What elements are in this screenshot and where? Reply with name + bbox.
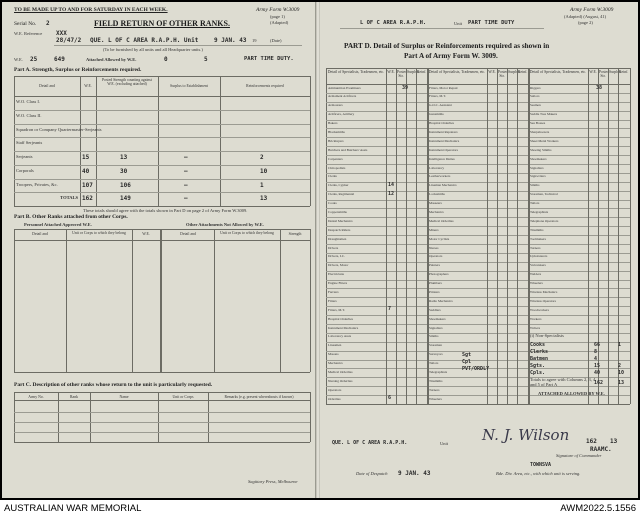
totals-we: 162: [594, 380, 604, 386]
form-title: FIELD RETURN OF OTHER RANKS.: [94, 19, 230, 28]
accession-number: AWM2022.5.1556: [560, 503, 636, 514]
part-a-reinf-cell: 10: [260, 167, 268, 175]
part-a-posted-cell: 30: [120, 167, 128, 175]
part-d-row-label: Mechanics: [328, 361, 343, 366]
right-unit-label: Unit: [454, 21, 463, 26]
part-d-col-head: Reinf.: [417, 70, 427, 74]
totals-reinf: 13: [618, 380, 625, 386]
part-a-posted-cell: 149: [120, 195, 131, 203]
part-d-col-head: Reinf.: [619, 70, 629, 74]
non-spec-posted: 10: [618, 369, 625, 376]
part-d-row-label: Smiths: [429, 334, 439, 339]
part-d-row-label: Operators: [429, 254, 443, 259]
part-d-row-label: Armourers: [328, 103, 343, 108]
non-spec-posted: 2: [618, 362, 622, 369]
part-d-row-label: Instrument Repairers: [429, 129, 458, 134]
non-spec-we: 15: [594, 362, 601, 369]
division-value: TOWNSVA: [530, 462, 552, 468]
part-c-title: Part C. Description of other ranks whose return to the unit is particularly requested.: [14, 382, 213, 388]
part-d-row-label: Radio Mechanics: [429, 298, 453, 303]
part-d-col-head: Detail of Specialists, Tradesmen, etc.: [327, 70, 385, 74]
part-c-col-rank: Rank: [69, 395, 78, 399]
part-d-row-label: Engine Fitters: [328, 281, 348, 286]
part-d-row-label: Drivers, Motor: [328, 263, 349, 268]
part-d-row-label: Fitters, M.T.: [328, 307, 345, 312]
part-d-row-label: Lineman Mechanics: [429, 183, 457, 188]
part-d-row-label: Drivers: [328, 245, 339, 250]
part-d-row-label: G.O.C. Assistant: [429, 103, 452, 108]
part-d-row-label: Sharpshooters: [530, 129, 550, 134]
serial-label: Serial No.: [14, 21, 37, 27]
part-a-row-label: W.O. Class I.: [16, 99, 40, 104]
part-d-col-head: Detail of Specialists, Tradesmen, etc.: [529, 70, 587, 74]
part-d-col-head: W.E.: [589, 70, 597, 74]
part-time-stamp: PART TIME DUTY.: [244, 56, 294, 62]
part-a-row-label: Staff Serjeants: [16, 140, 43, 146]
part-d-row-label: Seamen: [530, 103, 541, 108]
part-c-col-name: Name: [119, 395, 129, 399]
part-d-col-head: Posted Str.: [397, 70, 408, 78]
part-d-row-label: Wheelers: [530, 281, 543, 286]
part-d-row-label: Woodworkers: [530, 307, 549, 312]
part-a-surplus-cell: —: [184, 181, 188, 189]
part-a-we-cell: 107: [82, 181, 93, 189]
part-d-row-label: Shoemakers: [530, 156, 547, 161]
part-d-row-label: Carpenters: [328, 156, 343, 161]
part-d-we-value: 7: [388, 306, 392, 313]
part-d-row-label: Clerks, Regimental: [328, 192, 355, 197]
part-d-row-label: Fitters, Motor Repair: [429, 85, 458, 90]
part-d-we-total-b: 38: [596, 85, 603, 91]
part-a-surplus-cell: —: [184, 167, 188, 175]
part-a-col-posted: Posted Strength counting against W.E. (excluding attached): [102, 78, 152, 86]
non-spec-we: 4: [594, 355, 598, 362]
part-d-row-label: Miners: [429, 227, 439, 232]
part-c-col-armyno: Army No.: [28, 395, 44, 399]
part-d-col-head: Surplus: [508, 70, 520, 74]
part-d-row-label: Linesmen: [328, 343, 342, 348]
part-d-row-label: Laboratory Assts: [328, 334, 352, 339]
part-d-row-label: Masseurs: [429, 201, 442, 206]
part-d-row-label: Tailors: [530, 201, 540, 206]
form-ref-right: Army Form W.3009: [570, 7, 614, 13]
non-spec-we: 8: [594, 348, 598, 355]
part-d-row-label: Telegraphists: [429, 369, 448, 374]
rank-code: PVT/ORDLY: [462, 365, 490, 372]
non-spec-label: Sgts.: [530, 362, 546, 369]
part-c-col-remarks: Remarks (e.g. present whereabouts if known): [224, 395, 294, 399]
attached-allowed-label: ATTACHED ALLOWED BY W.E.: [538, 391, 605, 396]
part-d-row-label: Clerks: [328, 174, 337, 179]
part-d-row-label: Saddlers: [429, 307, 441, 312]
division-label: Bde. Div. Area, etc., with which unit is serving.: [496, 471, 581, 476]
part-a-row-label: TOTALS: [60, 195, 78, 201]
form-page-right: (page 2): [578, 20, 593, 25]
part-d-col-head: Surplus: [407, 70, 419, 74]
part-d-row-label: Welders: [530, 272, 542, 277]
part-d-row-label: Tinsmiths: [530, 227, 544, 232]
part-d-row-label: Signallers: [429, 325, 443, 330]
part-d-col-head: Detail of Specialists, Tradesmen, etc.: [428, 70, 486, 74]
non-specialists-label: (i) Non-Specialists: [530, 332, 564, 338]
part-d-row-label: Motor Cyclists: [429, 236, 450, 241]
institution-name: AUSTRALIAN WAR MEMORIAL: [4, 503, 142, 514]
part-d-row-label: Plumbers: [429, 281, 442, 286]
part-b-col-unit-2: Unit or Corps to which they belong: [220, 231, 274, 235]
part-d-row-label: Instrument Operators: [429, 147, 458, 152]
part-d-row-label: Tailors: [429, 361, 439, 366]
non-spec-label: Batmen: [530, 355, 549, 362]
form-page-2: [320, 2, 636, 498]
part-d-row-label: Surveyors: [429, 352, 443, 357]
part-d-col-head: W.E.: [488, 70, 496, 74]
we2-label: W.E.: [14, 57, 23, 62]
part-d-row-label: Gunsmiths: [429, 112, 444, 117]
bottom-unit-label: Unit: [440, 441, 449, 446]
part-d-row-label: Smiths: [530, 183, 540, 188]
part-a-title: Part A. Strength, Surplus or Reinforcements required.: [14, 67, 142, 73]
rank-code: Sgt: [462, 351, 472, 358]
despatch-label: Date of Despatch: [356, 471, 388, 476]
part-d-row-label: Sailors: [530, 94, 540, 99]
part-a-reinf-cell: 13: [260, 195, 268, 203]
we2-value: 25: [30, 56, 38, 63]
part-d-row-label: Mechanics: [429, 209, 444, 214]
bottom-totals: 162: [586, 438, 597, 445]
part-d-row-label: Nurses: [429, 245, 439, 250]
part-d-row-label: Hospital Orderlies: [429, 121, 454, 126]
part-b-col-detail: Detail and: [32, 232, 48, 236]
part-d-row-label: Painters: [429, 263, 440, 268]
part-d-row-label: Bricklayers: [328, 138, 344, 143]
attached-label: Attached Allowed by W.E.: [86, 57, 137, 62]
part-d-row-label: Laboratory: [429, 165, 445, 170]
part-a-we-cell: 40: [82, 167, 90, 175]
part-d-row-label: Instrument Mechanics: [429, 138, 460, 143]
part-d-row-label: Sheet Metal Workers: [530, 138, 559, 143]
part-d-row-label: Saddle Tree Makers: [530, 112, 558, 117]
part-d-row-label: Blacksmiths: [328, 129, 345, 134]
bottom-unit-value: QUE. L OF C AREA R.A.P.H.: [332, 440, 408, 446]
part-a-note: These totals should agree with the totals shown in Part D on page 2 of Army Form W.3009.: [83, 208, 248, 213]
part-d-col-head: Reinf.: [518, 70, 528, 74]
form-instruction: TO BE MADE UP TO AND FOR SATURDAY IN EACH WEEK.: [14, 7, 168, 13]
totals-label: Totals to agree with Columns 2, 3, 4, and 5 of Part A: [530, 377, 597, 387]
part-d-we-value: 14: [388, 181, 395, 188]
part-a-col-we: W.E.: [84, 84, 92, 88]
part-d-row-label: Riggers: [530, 85, 541, 90]
rank-code: Cpl: [462, 358, 472, 365]
part-b-col-unit: Unit or Corps to which they belong: [72, 231, 126, 235]
part-d-row-label: Chiropodists: [328, 165, 346, 170]
form-adapted-right: (Adapted) (August, 41): [564, 14, 607, 19]
part-d-row-label: Tinsmiths: [429, 378, 443, 383]
attached-value-1: 0: [164, 56, 168, 63]
despatch-value: 9 JAN. 43: [398, 470, 431, 477]
part-d-col-head: Surplus: [609, 70, 621, 74]
part-d-row-label: Medical Orderlies: [429, 218, 454, 223]
document-scan: [2, 2, 638, 498]
part-d-row-label: Fitters, M.T.: [429, 94, 446, 99]
part-d-row-label: Drivers, I.C.: [328, 254, 345, 259]
right-stamp: PART TIME DUTY: [468, 20, 515, 26]
part-d-we-total-a: 39: [402, 85, 409, 91]
part-d-row-label: Turners: [429, 387, 440, 392]
form-page-number: (page 1): [270, 14, 285, 19]
part-a-col-reinf: Reinforcements required: [246, 84, 284, 88]
part-d-col-head: Posted Str.: [498, 70, 509, 78]
part-a-row-label: Serjeants: [16, 154, 33, 159]
part-d-row-label: Orderlies: [328, 396, 341, 401]
non-spec-label: Cooks: [530, 341, 546, 348]
part-b-title: Part B. Other Ranks attached from other Corps.: [14, 214, 128, 220]
right-unit-value: L OF C AREA R.A.P.H.: [360, 20, 427, 26]
part-d-row-label: Farriers: [328, 289, 339, 294]
part-d-row-label: Electricians: [328, 272, 345, 277]
we-ref-value: XXX: [56, 30, 67, 37]
part-d-row-label: Hospital Orderlies: [328, 316, 353, 321]
part-d-row-label: Writers: [530, 325, 541, 330]
part-d-row-label: Dental Mechanics: [328, 218, 353, 223]
non-spec-posted: 1: [618, 341, 622, 348]
part-d-row-label: Locksmiths: [429, 192, 445, 197]
part-a-we-cell: 15: [82, 154, 90, 161]
part-d-row-label: Fitters: [328, 298, 337, 303]
serial-value: 2: [46, 20, 50, 27]
part-d-col-head: W.E.: [387, 70, 395, 74]
attached-value-2: 5: [204, 56, 208, 63]
part-d-row-label: Draughtsmen: [328, 236, 347, 241]
part-d-row-label: Photographers: [429, 272, 449, 277]
non-spec-we: 66: [594, 341, 601, 348]
part-d-row-label: Shoeing Smiths: [530, 147, 552, 152]
part-d-row-label: Signallers: [530, 165, 544, 170]
part-d-row-label: Coppersmiths: [328, 209, 347, 214]
part-d-row-label: Leatherworkers: [429, 174, 451, 179]
part-d-row-label: Signwriters: [530, 174, 546, 179]
non-spec-we: 40: [594, 369, 601, 376]
part-d-row-label: Butchers and Butchers' Assts: [328, 147, 368, 152]
form-page-1: [8, 2, 316, 498]
part-d-row-label: Toolmakers: [530, 236, 546, 241]
part-d-row-label: Operators: [328, 387, 342, 392]
part-d-row-label: Storemen, Technical: [530, 192, 558, 197]
part-d-row-label: Bakers: [328, 121, 338, 126]
we-ref-label: W.E. Reference: [14, 31, 43, 36]
part-d-row-label: Telephone Operators: [530, 218, 559, 223]
part-b-col-strength: Strength: [288, 232, 302, 236]
non-spec-label: Cpls.: [530, 369, 546, 376]
part-a-surplus-cell: —: [184, 154, 188, 161]
part-a-row-label: Troopers, Privates, &c.: [16, 181, 58, 187]
return-date: 9 JAN. 43: [214, 37, 247, 44]
part-b-col-we: W.E.: [142, 232, 150, 236]
part-a-reinf-cell: 1: [260, 181, 264, 189]
part-d-row-label: Wireless Operators: [530, 298, 556, 303]
commander-signature: N. J. Wilson: [482, 426, 570, 444]
non-spec-label: Clerks: [530, 348, 549, 355]
part-a-reinf-cell: 2: [260, 154, 264, 161]
part-d-title-2: Part A of Army Form W. 3009.: [404, 52, 498, 60]
part-d-row-label: Intelligence Duties: [429, 156, 455, 161]
part-b-left-title: Personnel Attached Approved W.E.: [24, 222, 92, 227]
part-a-surplus-cell: —: [184, 195, 188, 203]
part-d-we-value: 6: [388, 395, 392, 402]
part-d-row-label: Shoemakers: [429, 316, 446, 321]
part-d-row-label: Ammunition Examiners: [328, 85, 361, 90]
part-d-row-label: Wireless Mechanics: [530, 289, 558, 294]
part-d-row-label: Storemen: [429, 343, 442, 348]
part-a-row-label: Squadron or Company Quartermaster-Serjeants: [16, 126, 102, 132]
bottom-totals-2: 13: [610, 438, 618, 445]
part-d-row-label: Armament Artificers: [328, 94, 357, 99]
part-d-title-1: PART D. Detail of Surplus or Reinforcements required as shown in: [344, 42, 550, 50]
part-d-row-label: Turners: [530, 245, 541, 250]
part-d-row-label: Telegraphists: [530, 209, 549, 214]
part-a-posted-cell: 106: [120, 181, 131, 189]
part-d-row-label: Masons: [328, 352, 339, 357]
amp-value: 28/47/2: [56, 37, 82, 44]
bottom-corps: RAAMC.: [590, 446, 612, 453]
part-d-row-label: Printers: [429, 289, 440, 294]
part-d-row-label: Wheelers: [429, 396, 442, 401]
part-d-row-label: Sea Bosses: [530, 121, 546, 126]
part-b-col-detail-2: Detail and: [180, 232, 196, 236]
part-a-posted-cell: 13: [120, 154, 128, 161]
part-d-row-label: Workers: [530, 316, 542, 321]
unit-value: QUE. L OF C AREA R.A.P.H. Unit: [90, 37, 199, 44]
part-d-row-label: Upholsterers: [530, 254, 548, 259]
part-d-row-label: Vulcanisers: [530, 263, 546, 268]
unit-note: (To be furnished by all units and all Headquarter units.): [103, 47, 203, 52]
form-adapted: (Adapted): [270, 20, 289, 25]
signature-label: Signature of Commander: [556, 453, 602, 458]
part-b-right-title: Other Attachments Not Allowed by W.E.: [186, 222, 264, 227]
part-a-row-label: Corporals: [16, 167, 34, 173]
part-d-row-label: Despatch Riders: [328, 227, 351, 232]
part-d-row-label: Instrument Mechanics: [328, 325, 359, 330]
part-a-we-cell: 162: [82, 195, 93, 203]
part-a-col-surplus: Surplus to Establishment: [170, 84, 208, 88]
date-label: (Date): [270, 38, 282, 43]
printer-imprint: Sagittary Press, Melbourne: [248, 479, 298, 484]
part-a-col-detail: Detail and: [39, 84, 55, 88]
part-d-we-value: 12: [388, 190, 395, 197]
part-d-col-head: Posted Str.: [599, 70, 610, 78]
archive-caption: [0, 500, 640, 515]
part-d-row-label: Nursing Orderlies: [328, 378, 353, 383]
date-year: 19: [252, 38, 257, 43]
part-a-row-label: W.O. Class II.: [16, 112, 42, 118]
part-d-row-label: Medical Orderlies: [328, 369, 353, 374]
part-d-row-label: Artificers, Artillery: [328, 112, 355, 117]
we2-value-b: 649: [54, 56, 65, 63]
part-d-row-label: Cooks: [328, 201, 337, 206]
part-d-row-label: Clerks, Cypher: [328, 183, 349, 188]
part-c-col-unit: Unit or Corps: [172, 395, 194, 399]
form-ref: Army Form W.3009: [256, 7, 300, 13]
